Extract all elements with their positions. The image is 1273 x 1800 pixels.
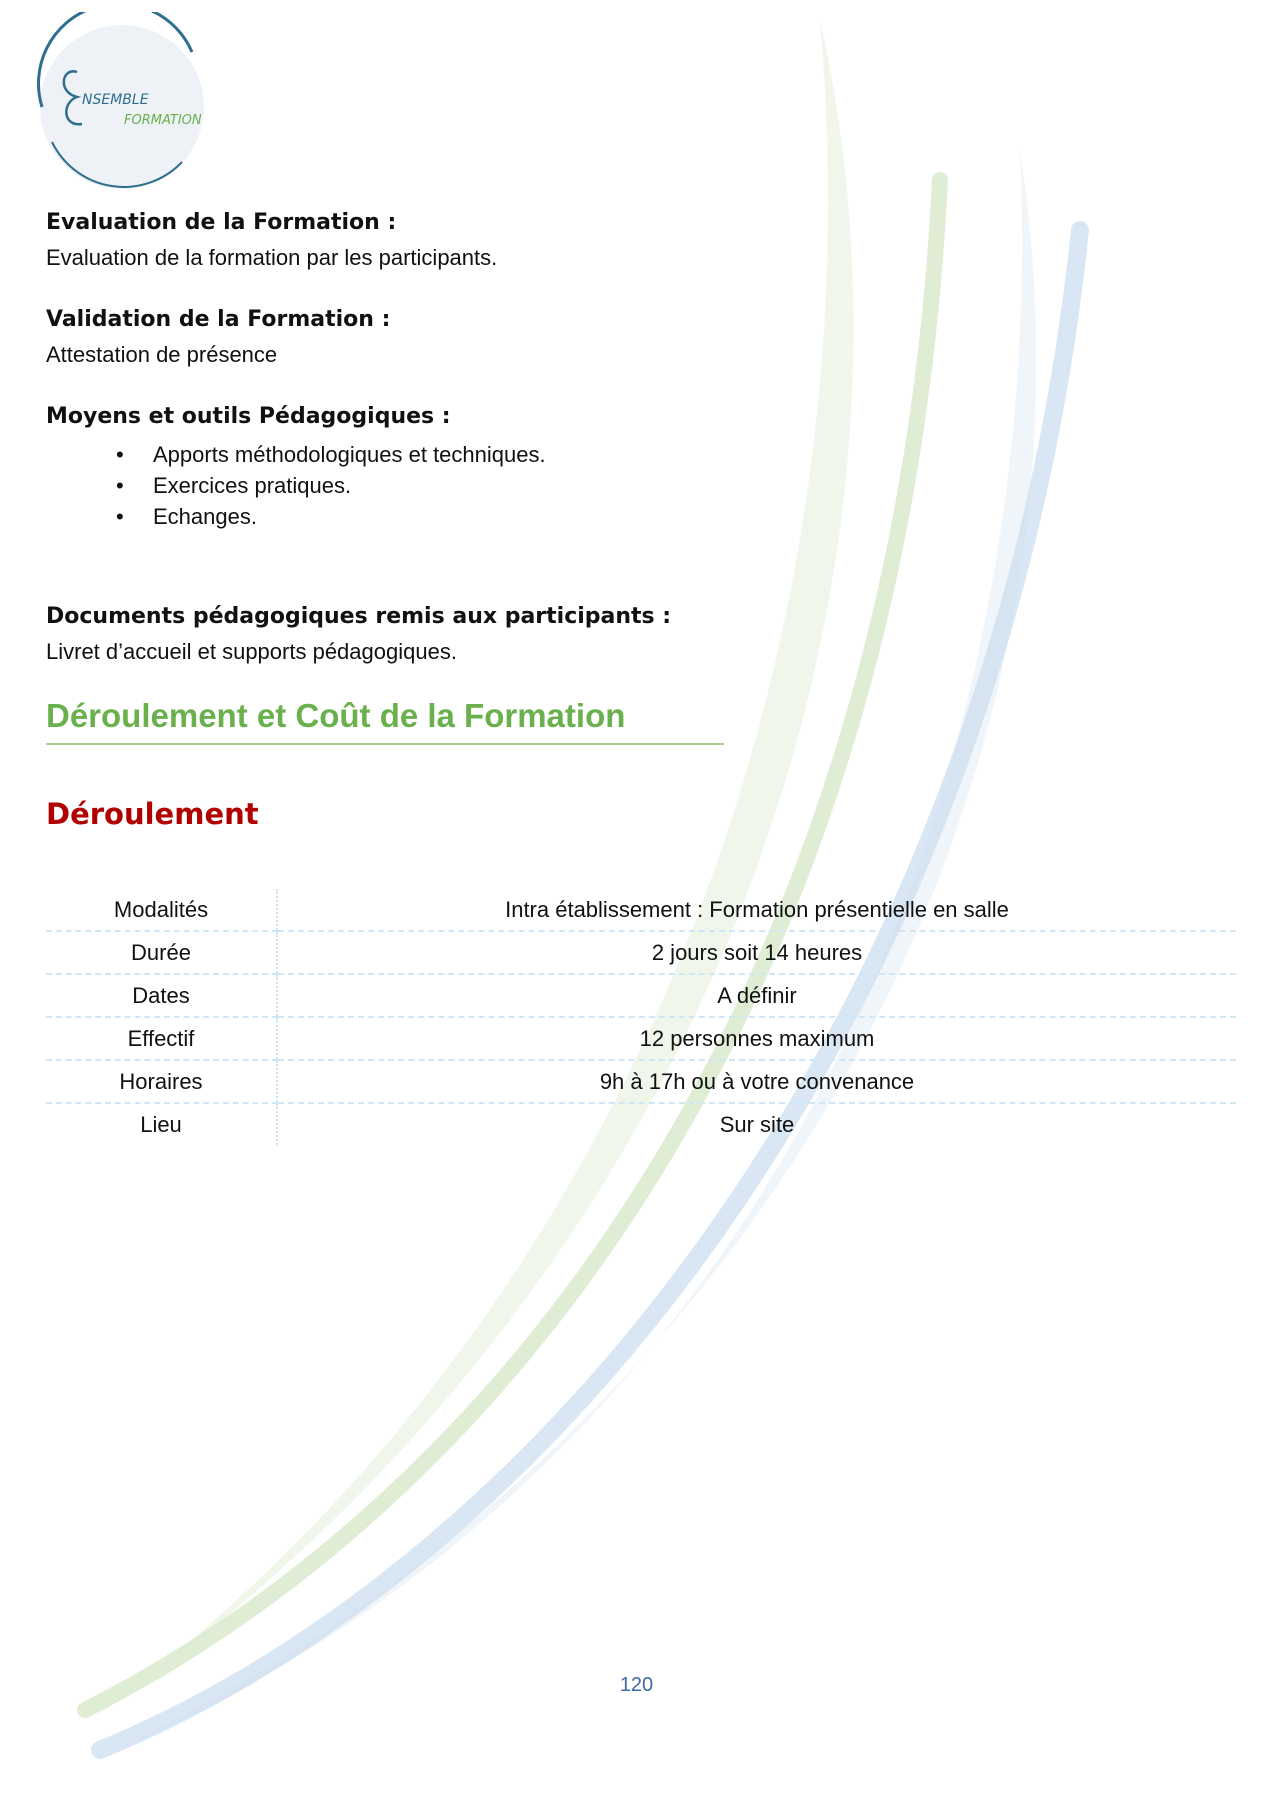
row-value: 9h à 17h ou à votre convenance	[277, 1060, 1236, 1103]
svg-text:NSEMBLE: NSEMBLE	[82, 92, 149, 108]
row-value: Sur site	[277, 1103, 1236, 1145]
list-item: • Apports méthodologiques et techniques.	[46, 439, 1236, 470]
evaluation-text: Evaluation de la formation par les participants.	[46, 245, 498, 270]
evaluation-title: Evaluation de la Formation :	[46, 210, 397, 235]
documents-title: Documents pédagogiques remis aux participants :	[46, 604, 672, 629]
row-label: Durée	[46, 931, 277, 974]
validation-title: Validation de la Formation :	[46, 307, 391, 332]
validation-text: Attestation de présence	[46, 342, 278, 367]
info-table	[46, 889, 1236, 1145]
ensemble-formation-logo	[22, 12, 232, 192]
table-row	[46, 889, 1236, 931]
documents-text: Livret d’accueil et supports pédagogiques.	[46, 639, 457, 664]
svg-text:FORMATION: FORMATION	[124, 113, 202, 128]
evaluation-section	[46, 210, 1236, 271]
row-value: 2 jours soit 14 heures	[277, 931, 1236, 974]
list-item: • Exercices pratiques.	[46, 470, 1236, 501]
subheading: Déroulement	[46, 797, 259, 831]
list-item: • Echanges.	[46, 501, 1236, 532]
row-label: Dates	[46, 974, 277, 1017]
table-row	[46, 1017, 1236, 1060]
document-body	[46, 210, 1236, 1145]
row-label: Effectif	[46, 1017, 277, 1060]
row-label: Modalités	[46, 889, 277, 931]
row-label: Horaires	[46, 1060, 277, 1103]
table-row	[46, 974, 1236, 1017]
row-value: A définir	[277, 974, 1236, 1017]
row-label: Lieu	[46, 1103, 277, 1145]
moyens-section	[46, 404, 1236, 532]
page-number: 120	[619, 1674, 654, 1696]
table-row	[46, 1103, 1236, 1145]
moyens-title: Moyens et outils Pédagogiques :	[46, 404, 451, 429]
row-value: 12 personnes maximum	[277, 1017, 1236, 1060]
validation-section	[46, 307, 1236, 368]
row-value: Intra établissement : Formation présentielle en salle	[505, 896, 1009, 922]
documents-section	[46, 604, 1236, 665]
table-row	[46, 1060, 1236, 1103]
moyens-list	[46, 439, 1236, 532]
section-heading: Déroulement et Coût de la Formation	[46, 697, 724, 745]
table-row	[46, 931, 1236, 974]
